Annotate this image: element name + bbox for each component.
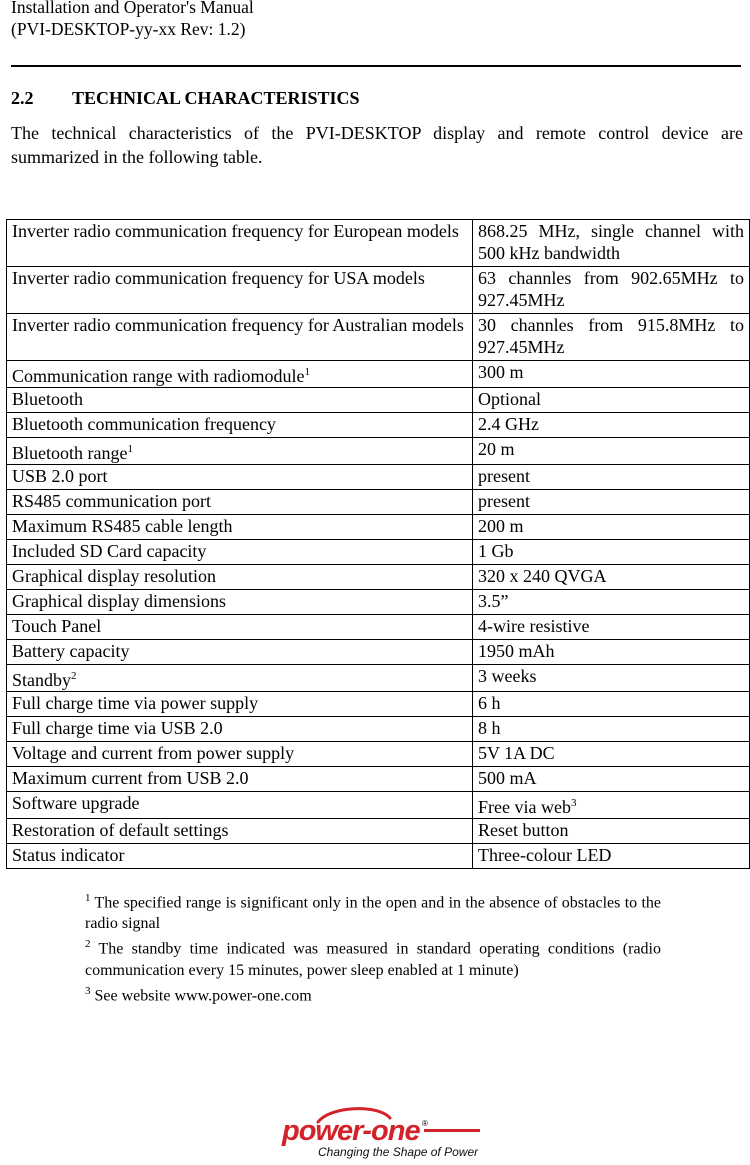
page-header xyxy=(11,0,254,40)
table-row xyxy=(7,490,750,515)
spec-value: present xyxy=(473,490,750,515)
spec-label: Full charge time via power supply xyxy=(7,692,473,717)
table-row xyxy=(7,819,750,844)
spec-value: 500 mA xyxy=(473,767,750,792)
spec-label: Communication range with radiomodule$^1$ xyxy=(7,361,473,388)
spec-label: Full charge time via USB 2.0 xyxy=(7,717,473,742)
spec-label: Inverter radio communication frequency for European models xyxy=(7,220,473,267)
section-heading xyxy=(11,88,360,109)
footnote-ref: 2 xyxy=(71,670,77,682)
footnote-ref: 3 xyxy=(570,797,577,809)
table-row xyxy=(7,267,750,314)
spec-value: 1950 mAh xyxy=(473,640,750,665)
spec-label: Included SD Card capacity xyxy=(7,540,473,565)
spec-label: Software upgrade xyxy=(7,792,473,819)
spec-value: 868.25 MHz, single channel with 500 kHz bandwidth xyxy=(473,220,750,267)
spec-label: USB 2.0 port xyxy=(7,465,473,490)
spec-value: Three-colour LED xyxy=(473,844,750,869)
spec-label: Maximum RS485 cable length xyxy=(7,515,473,540)
table-row xyxy=(7,742,750,767)
table-row xyxy=(7,361,750,388)
specifications-table xyxy=(6,219,750,869)
spec-value: Reset button xyxy=(473,819,750,844)
table-row xyxy=(7,640,750,665)
spec-value: 63 channles from 902.65MHz to 927.45MHz xyxy=(473,267,750,314)
spec-label: Inverter radio communication frequency for USA models xyxy=(7,267,473,314)
spec-value: 6 h xyxy=(473,692,750,717)
spec-label: Status indicator xyxy=(7,844,473,869)
spec-label: Battery capacity xyxy=(7,640,473,665)
spec-label: Restoration of default settings xyxy=(7,819,473,844)
spec-value: 3.5” xyxy=(473,590,750,615)
spec-value: 320 x 240 QVGA xyxy=(473,565,750,590)
spec-value: 5V 1A DC xyxy=(473,742,750,767)
spec-label: Bluetooth communication frequency xyxy=(7,413,473,438)
table-row xyxy=(7,388,750,413)
table-row xyxy=(7,692,750,717)
table-row xyxy=(7,590,750,615)
footnote-ref: 1 xyxy=(304,366,310,378)
table-row xyxy=(7,314,750,361)
spec-label: Voltage and current from power supply xyxy=(7,742,473,767)
spec-label: Touch Panel xyxy=(7,615,473,640)
table-row xyxy=(7,717,750,742)
table-row xyxy=(7,767,750,792)
footnote: $^1$ The specified range is significant only in the open and in the absence of obstacles to the radio signal xyxy=(85,892,661,933)
table-row xyxy=(7,220,750,267)
footnotes xyxy=(85,888,661,1006)
spec-value: 4-wire resistive xyxy=(473,615,750,640)
footnote: $^2$ The standby time indicated was measured in standard operating conditions (radio communication every 15 minutes, power sleep enabled at 1 minute) xyxy=(85,938,661,979)
manual-title: Installation and Operator's Manual xyxy=(11,0,254,17)
table-row xyxy=(7,565,750,590)
section-title: TECHNICAL CHARACTERISTICS xyxy=(72,88,360,108)
spec-label: Graphical display resolution xyxy=(7,565,473,590)
header-divider xyxy=(11,65,741,67)
power-one-logo-graphic xyxy=(278,1104,486,1160)
svg-text:power-one: power-one xyxy=(282,1115,420,1147)
table-row xyxy=(7,665,750,692)
spec-value: 30 channles from 915.8MHz to 927.45MHz xyxy=(473,314,750,361)
spec-value: 3 weeks xyxy=(473,665,750,692)
table-row xyxy=(7,792,750,819)
table-row xyxy=(7,540,750,565)
spec-value: Optional xyxy=(473,388,750,413)
svg-text:Changing the Shape of Power: Changing the Shape of Power xyxy=(318,1145,479,1159)
svg-text:®: ® xyxy=(422,1119,428,1128)
spec-value: 200 m xyxy=(473,515,750,540)
spec-value: present xyxy=(473,465,750,490)
spec-label: Graphical display dimensions xyxy=(7,590,473,615)
table-row xyxy=(7,413,750,438)
power-one-logo xyxy=(278,1104,486,1160)
spec-label: Standby$^2$ xyxy=(7,665,473,692)
intro-paragraph: The technical characteristics of the PVI-DESKTOP display and remote control device are summarized in the following table. xyxy=(11,123,743,167)
spec-value: 8 h xyxy=(473,717,750,742)
spec-label: Inverter radio communication frequency for Australian models xyxy=(7,314,473,361)
spec-label: Bluetooth range$^1$ xyxy=(7,438,473,465)
table-row xyxy=(7,438,750,465)
spec-label: RS485 communication port xyxy=(7,490,473,515)
table-row xyxy=(7,515,750,540)
spec-value: 300 m xyxy=(473,361,750,388)
footnote: $^3$ See website www.power-one.com xyxy=(85,984,312,1004)
spec-label: Maximum current from USB 2.0 xyxy=(7,767,473,792)
table-row xyxy=(7,844,750,869)
spec-value: 2.4 GHz xyxy=(473,413,750,438)
table-row xyxy=(7,465,750,490)
table-row xyxy=(7,615,750,640)
spec-value: 20 m xyxy=(473,438,750,465)
section-number: 2.2 xyxy=(11,88,34,108)
spec-label: Bluetooth xyxy=(7,388,473,413)
spec-value: 1 Gb xyxy=(473,540,750,565)
footnote-ref: 1 xyxy=(127,443,133,455)
manual-revision: (PVI-DESKTOP-yy-xx Rev: 1.2) xyxy=(11,19,246,39)
spec-value: Free via web$^3$ xyxy=(473,792,750,819)
